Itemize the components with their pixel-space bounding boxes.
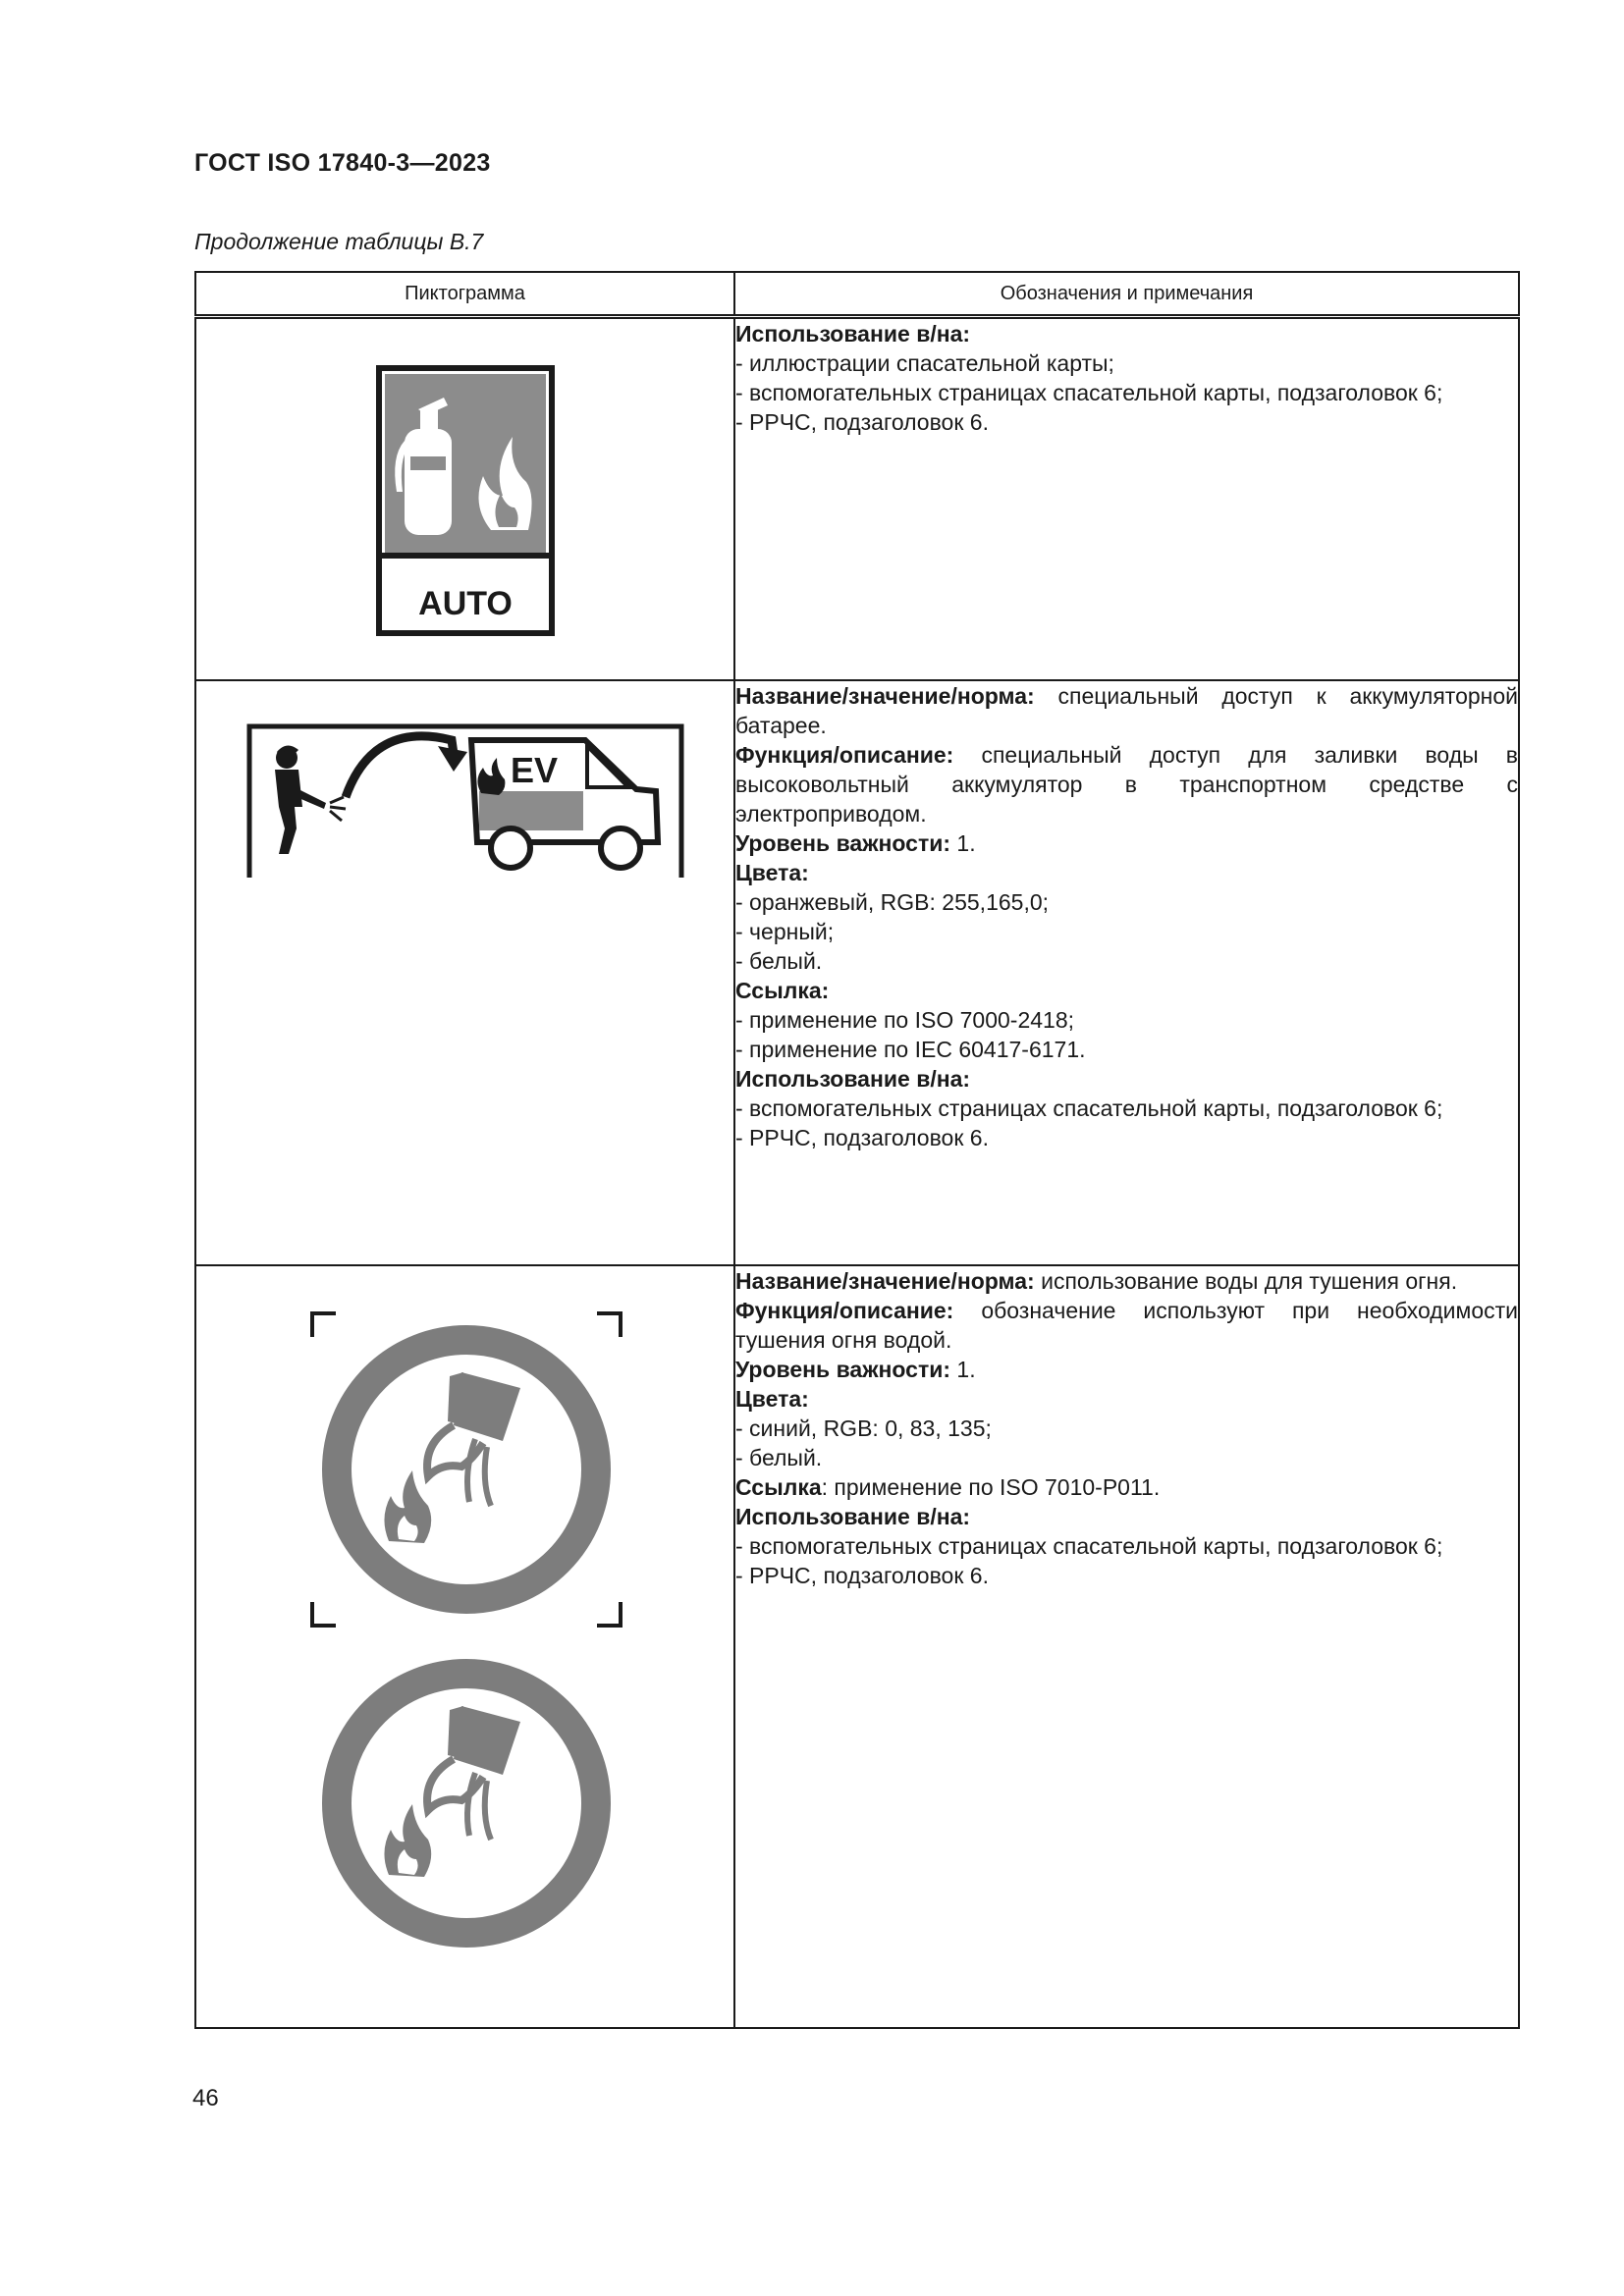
level-label: Уровень важности: [735,829,951,856]
list-item: - вспомогательных страницах спасательной карты, подзаголовок 6; [735,1095,1443,1121]
name-label: Название/значение/норма: [735,682,1035,709]
notes-cell [734,680,1519,1265]
list-item: - синий, RGB: 0, 83, 135; [735,1415,992,1441]
pictogram-cell [195,1265,734,2028]
pictogram-table [194,271,1520,2029]
name-label: Название/значение/норма: [735,1267,1035,1294]
name-text: специальный доступ к аккумуляторной батарее. [735,682,1519,738]
auto-label: AUTO [418,585,513,622]
page-number: 46 [192,2085,219,2111]
usage-label: Использование в/на: [735,1065,971,1092]
list-item: - РРЧС, подзаголовок 6. [735,1124,989,1150]
notes-cell [734,317,1519,680]
level-value: 1. [956,1356,976,1382]
reference-label: Ссылка [735,1473,822,1500]
usage-label: Использование в/на: [735,1503,971,1529]
table-row [195,680,1519,1265]
table-row [195,1265,1519,2028]
name-text: использование воды для тушения огня. [1041,1267,1458,1294]
auto-extinguisher-pictogram [196,319,735,678]
water-fire-sign-icon [337,1340,596,1599]
table-row [195,317,1519,680]
list-item: - черный; [735,918,835,944]
notes-cell [734,1265,1519,2028]
list-item: - оранжевый, RGB: 255,165,0; [735,888,1050,915]
list-item: - РРЧС, подзаголовок 6. [735,409,989,435]
function-label: Функция/описание: [735,741,954,768]
list-item: - иллюстрации спасательной карты; [735,350,1114,376]
table-header-row [195,272,1519,317]
colors-label: Цвета: [735,859,809,885]
colors-label: Цвета: [735,1385,809,1412]
pictogram-cell [195,317,734,680]
document-header: ГОСТ ISO 17840-3—2023 [194,149,491,177]
water-extinguish-pictograms [196,1266,735,2022]
table-caption: Продолжение таблицы В.7 [194,229,484,254]
list-item: - применение по IEC 60417-6171. [735,1036,1086,1062]
reference-label: Ссылка: [735,977,830,1003]
list-item: - вспомогательных страницах спасательной карты, подзаголовок 6; [735,380,1443,405]
list-item: - белый. [735,947,823,974]
list-item: - белый. [735,1444,823,1470]
column-header-pictogram: Пиктограмма [195,272,734,317]
list-item: - РРЧС, подзаголовок 6. [735,1562,989,1588]
function-text: обозначение используют при необходимости тушения огня водой. [735,1297,1518,1353]
reference-text: : применение по ISO 7010-P011. [821,1473,1161,1500]
ev-water-access-pictogram [196,681,735,878]
pictogram-cell [195,680,734,1265]
function-text: специальный доступ для заливки воды в высоковольтный аккумулятор в транспортном средстве с электроприводом. [735,741,1518,827]
usage-label: Использование в/на: [735,321,971,347]
column-header-notes: Обозначения и примечания [734,272,1519,317]
list-item: - вспомогательных страницах спасательной карты, подзаголовок 6; [735,1532,1443,1559]
function-label: Функция/описание: [735,1297,954,1323]
level-value: 1. [956,829,976,856]
ev-label: EV [510,749,559,790]
water-fire-sign-icon [337,1674,596,1933]
level-label: Уровень важности: [735,1356,951,1382]
list-item: - применение по ISO 7000-2418; [735,1006,1074,1033]
battery-compartment [479,791,583,830]
